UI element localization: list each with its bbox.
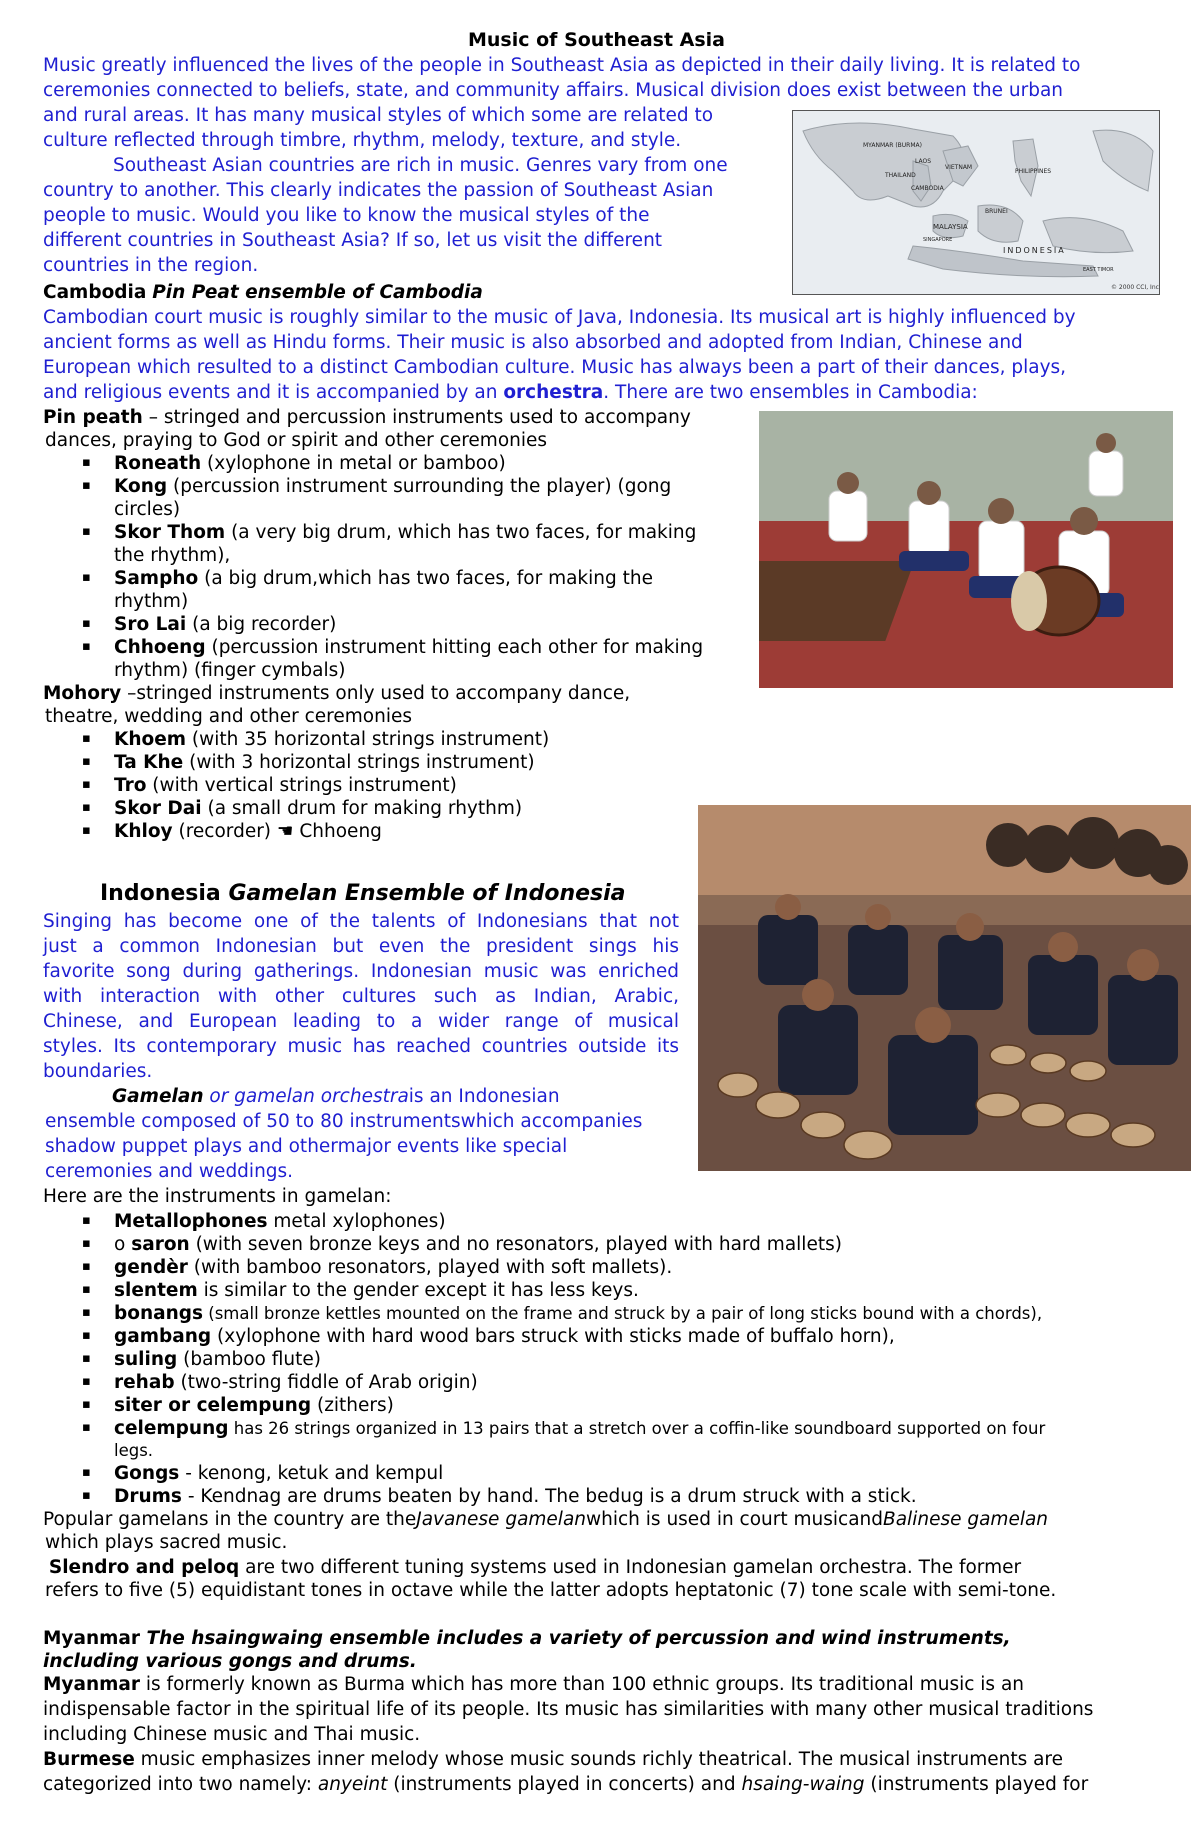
cambodia-heading <box>43 280 483 305</box>
tuning-systems <box>43 1555 1021 1580</box>
cambodia-para: European which resulted to a distinct Cambodian culture. Music has always been a part of their dances, plays, <box>43 357 1067 378</box>
item-desc: (with vertical strings instrument) <box>146 775 457 796</box>
bullet-icon <box>82 1232 90 1240</box>
popular-text: and <box>848 1509 884 1530</box>
burmese-text: categorized into two namely: <box>43 1774 318 1795</box>
list-item <box>114 1255 672 1280</box>
item-desc: (percussion instrument hitting each other for making <box>205 637 704 658</box>
gamelan-desc: is an Indonesian <box>408 1086 560 1107</box>
intro-line: Southeast Asian countries are rich in music. Genres vary from one <box>113 155 728 176</box>
item-term: Kong <box>114 476 168 497</box>
bullet-icon <box>82 727 90 735</box>
map-label: PHILIPPINES <box>1015 168 1052 175</box>
tuning-desc: are two different tuning systems used in Indonesian gamelan orchestra. The former <box>239 1557 1022 1578</box>
map-label: CAMBODIA <box>911 185 944 192</box>
photo-illustration <box>759 411 1173 688</box>
list-item <box>114 1484 917 1509</box>
item-desc: has 26 strings organized in 13 pairs that a stretch over a coffin-like soundboard supported on four <box>228 1419 1046 1438</box>
item-term: bonangs <box>114 1303 204 1324</box>
indonesia-para: Singing has become one of the talents of Indonesians that not <box>43 911 679 932</box>
map-label: VIETNAM <box>945 164 973 171</box>
indonesia-country: Indonesia <box>100 881 229 906</box>
indonesia-para: styles. Its contemporary music has reached countries outside its <box>43 1036 679 1057</box>
list-item <box>114 1232 842 1257</box>
list-item <box>114 819 382 844</box>
item-term: Metallophones <box>114 1211 268 1232</box>
item-prefix: o <box>114 1234 132 1255</box>
gamelan-def: ceremonies and weddings. <box>45 1161 294 1182</box>
anyeint-term: anyeint <box>317 1774 388 1795</box>
list-item-cont: rhythm) (finger cymbals) <box>114 660 346 681</box>
list-item-cont: circles) <box>114 499 181 520</box>
burmese-term: Burmese <box>43 1749 135 1770</box>
item-desc: (with seven bronze keys and no resonators, played with hard mallets) <box>189 1234 842 1255</box>
item-desc: (xylophone in metal or bamboo) <box>201 453 506 474</box>
cambodia-text: . There are two ensembles in Cambodia: <box>603 382 978 403</box>
bullet-icon <box>82 1255 90 1263</box>
bullet-icon <box>82 520 90 528</box>
pin-peath-term: Pin peath <box>43 407 143 428</box>
map-credit: © 2000 CCI, Inc <box>1111 284 1159 291</box>
indonesia-para: favorite song during gatherings. Indonesian music was enriched <box>43 961 679 982</box>
item-desc: (with bamboo resonators, played with soft mallets). <box>187 1257 673 1278</box>
list-item-cont: rhythm) <box>114 591 189 612</box>
item-term: Gongs <box>114 1463 180 1484</box>
item-desc: (bamboo flute) <box>177 1349 321 1370</box>
item-term: Ta Khe <box>114 752 184 773</box>
indonesia-heading <box>100 881 626 906</box>
cambodia-para <box>43 380 978 405</box>
pin-peath-desc: – stringed and percussion instruments used to accompany <box>142 407 691 428</box>
mohory-desc: –stringed instruments only used to accompany dance, <box>121 683 631 704</box>
item-term: Drums <box>114 1486 182 1507</box>
list-item <box>114 1416 1045 1441</box>
slendro-term: Slendro and peloq <box>48 1557 240 1578</box>
bullet-icon <box>82 796 90 804</box>
southeast-asia-map <box>792 110 1160 295</box>
myanmar-country: Myanmar <box>43 1628 147 1649</box>
item-desc: - kenong, ketuk and kempul <box>179 1463 444 1484</box>
cambodia-text: and religious events and it is accompanied by an <box>43 382 504 403</box>
list-item <box>114 1370 478 1395</box>
item-term: siter or celempung <box>114 1395 312 1416</box>
myanmar-para: including Chinese music and Thai music. <box>43 1724 421 1745</box>
item-desc: (a small drum for making rhythm) <box>201 798 523 819</box>
map-label: THAILAND <box>885 172 916 179</box>
item-desc: (xylophone with hard wood bars struck with sticks made of buffalo horn), <box>211 1326 895 1347</box>
list-item <box>114 1301 1042 1326</box>
indonesia-para: Chinese, and European leading to a wider range of musical <box>43 1011 679 1032</box>
hsaing-waing-term: hsaing-waing <box>741 1774 865 1795</box>
list-item <box>114 773 457 798</box>
mohory-term: Mohory <box>43 683 122 704</box>
pin-peat-ensemble-photo <box>759 411 1173 688</box>
bullet-icon <box>82 451 90 459</box>
bullet-icon <box>82 1370 90 1378</box>
myanmar-ensemble: including various gongs and drums. <box>43 1651 417 1672</box>
photo-illustration <box>698 805 1191 1171</box>
bullet-icon <box>82 819 90 827</box>
list-item <box>114 1461 443 1486</box>
myanmar-para: indispensable factor in the spiritual life of its people. Its music has similarities with many other musical traditions <box>43 1699 1094 1720</box>
mohory-line <box>43 681 630 706</box>
bullet-icon <box>82 1324 90 1332</box>
intro-line: ceremonies connected to beliefs, state, and community affairs. Musical division does exist between the urban <box>43 80 1064 101</box>
list-item <box>114 1393 394 1418</box>
popular-text: which is used in court music <box>586 1509 849 1530</box>
item-term: Roneath <box>114 453 202 474</box>
gamelan-ensemble-photo <box>698 805 1191 1171</box>
balinese-gamelan: Balinese gamelan <box>883 1509 1049 1530</box>
list-item <box>114 727 549 752</box>
intro-line: culture reflected through timbre, rhythm, melody, texture, and style. <box>43 130 682 151</box>
item-desc: - Kendnag are drums beaten by hand. The bedug is a drum struck with a stick. <box>181 1486 917 1507</box>
burmese-text: (instruments played for <box>864 1774 1089 1795</box>
bullet-icon <box>82 1278 90 1286</box>
item-term: Sampho <box>114 568 199 589</box>
list-item <box>114 474 740 499</box>
bullet-icon <box>82 1209 90 1217</box>
instruments-intro: Here are the instruments in gamelan: <box>43 1186 392 1207</box>
item-term: saron <box>131 1234 190 1255</box>
indonesia-para: boundaries. <box>43 1061 153 1082</box>
intro-line: different countries in Southeast Asia? If so, let us visit the different <box>43 230 663 251</box>
list-item <box>114 612 336 637</box>
bullet-icon <box>82 773 90 781</box>
list-item <box>114 796 522 821</box>
item-term: rehab <box>114 1372 175 1393</box>
item-desc: (a big drum,which has two faces, for making the <box>198 568 653 589</box>
map-label: INDONESIA <box>1003 246 1066 255</box>
bullet-icon <box>82 1347 90 1355</box>
indonesia-para: with interaction with other cultures such as Indian, Arabic, <box>43 986 679 1007</box>
cambodia-country: Cambodia <box>43 282 147 303</box>
item-desc: (a very big drum, which has two faces, for making <box>225 522 697 543</box>
map-illustration <box>793 111 1159 294</box>
item-term: Khloy <box>114 821 173 842</box>
item-term: slentem <box>114 1280 198 1301</box>
popular-gamelans: which plays sacred music. <box>45 1532 288 1553</box>
gamelan-def: ensemble composed of 50 to 80 instrumentswhich accompanies <box>45 1111 643 1132</box>
burmese-para <box>43 1747 1063 1772</box>
item-desc: (percussion instrument surrounding the player) (gong <box>167 476 672 497</box>
pin-peath-line <box>43 405 691 430</box>
item-desc: (small bronze kettles mounted on the frame and struck by a pair of long sticks bound with a chords), <box>203 1304 1043 1323</box>
list-item-cont: the rhythm), <box>114 545 231 566</box>
list-item <box>114 451 506 476</box>
item-desc: (zithers) <box>311 1395 394 1416</box>
item-desc: (a big recorder) <box>186 614 337 635</box>
cambodia-ensemble: Pin Peat ensemble of Cambodia <box>152 282 483 303</box>
gamelan-alt: or gamelan orchestra <box>203 1086 409 1107</box>
list-item <box>114 1347 321 1372</box>
burmese-text: music emphasizes inner melody whose music sounds richly theatrical. The musical instruments are <box>134 1749 1064 1770</box>
bullet-icon <box>82 612 90 620</box>
mohory-desc: theatre, wedding and other ceremonies <box>45 706 412 727</box>
gamelan-def: shadow puppet plays and othermajor events like special <box>45 1136 568 1157</box>
map-label: EAST TIMOR <box>1083 267 1114 273</box>
item-term: celempung <box>114 1418 229 1439</box>
page-title: Music of Southeast Asia <box>468 29 726 51</box>
item-term: Chhoeng <box>114 637 206 658</box>
map-label: SINGAPORE <box>923 237 953 243</box>
myanmar-term: Myanmar <box>43 1674 141 1695</box>
cambodia-para: ancient forms as well as Hindu forms. Their music is also absorbed and adopted from Indian, Chinese and <box>43 332 1023 353</box>
myanmar-text: is formerly known as Burma which has more than 100 ethnic groups. Its traditional music is an <box>140 1674 1025 1695</box>
bullet-icon <box>82 566 90 574</box>
item-desc: (recorder) ☚ Chhoeng <box>172 821 382 842</box>
item-desc: (two-string fiddle of Arab origin) <box>174 1372 478 1393</box>
item-term: Tro <box>114 775 147 796</box>
myanmar-heading <box>43 1626 1011 1651</box>
myanmar-ensemble: The hsaingwaing ensemble includes a variety of percussion and wind instruments, <box>146 1628 1011 1649</box>
bullet-icon <box>82 750 90 758</box>
bullet-icon <box>82 1301 90 1309</box>
list-item <box>114 1278 639 1303</box>
map-label: MYANMAR (BURMA) <box>863 142 922 149</box>
item-desc: (with 35 horizontal strings instrument) <box>186 729 550 750</box>
map-label: LAOS <box>915 158 932 165</box>
item-term: suling <box>114 1349 178 1370</box>
item-term: Sro Lai <box>114 614 187 635</box>
indonesia-ensemble: Gamelan Ensemble of Indonesia <box>228 881 626 906</box>
indonesia-para: just a common Indonesian but even the president sings his <box>43 936 679 957</box>
gamelan-term: Gamelan <box>112 1086 204 1107</box>
myanmar-para <box>43 1672 1024 1697</box>
bullet-icon <box>82 635 90 643</box>
intro-line: and rural areas. It has many musical styles of which some are related to <box>43 105 714 126</box>
item-term: Skor Thom <box>114 522 226 543</box>
tuning-systems: refers to five (5) equidistant tones in octave while the latter adopts heptatonic (7) tone scale with semi-tone. <box>45 1580 1057 1601</box>
item-desc: metal xylophones) <box>267 1211 446 1232</box>
list-item <box>114 566 653 591</box>
popular-text: Popular gamelans in the country are the <box>43 1509 417 1530</box>
cambodia-para: Cambodian court music is roughly similar to the music of Java, Indonesia. Its musical art is highly influenced by <box>43 307 1076 328</box>
burmese-para <box>43 1772 1088 1797</box>
map-label: MALAYSIA <box>933 223 968 231</box>
list-item <box>114 1209 446 1234</box>
bullet-icon <box>82 1484 90 1492</box>
bullet-icon <box>82 1416 90 1424</box>
list-item <box>114 750 535 775</box>
gamelan-def <box>112 1084 560 1109</box>
list-item <box>114 520 696 545</box>
orchestra-term: orchestra <box>503 382 604 403</box>
list-item-cont: legs. <box>114 1441 154 1460</box>
bullet-icon <box>82 474 90 482</box>
list-item <box>114 1324 895 1349</box>
burmese-text: (instruments played in concerts) and <box>387 1774 742 1795</box>
intro-line: Music greatly influenced the lives of the people in Southeast Asia as depicted in their daily living. It is related to <box>43 55 1081 76</box>
item-desc: is similar to the gender except it has less keys. <box>197 1280 639 1301</box>
bullet-icon <box>82 1393 90 1401</box>
popular-gamelans <box>43 1507 1048 1532</box>
list-item <box>114 635 703 660</box>
intro-line: country to another. This clearly indicates the passion of Southeast Asian <box>43 180 714 201</box>
intro-line: people to music. Would you like to know the musical styles of the <box>43 205 650 226</box>
intro-line: countries in the region. <box>43 255 259 276</box>
item-term: Skor Dai <box>114 798 202 819</box>
pin-peath-desc: dances, praying to God or spirit and other ceremonies <box>45 430 548 451</box>
item-term: gendèr <box>114 1257 188 1278</box>
bullet-icon <box>82 1461 90 1469</box>
javanese-gamelan: Javanese gamelan <box>416 1509 587 1530</box>
item-term: gambang <box>114 1326 212 1347</box>
item-desc: (with 3 horizontal strings instrument) <box>183 752 535 773</box>
map-label: BRUNEI <box>985 208 1008 215</box>
item-term: Khoem <box>114 729 187 750</box>
